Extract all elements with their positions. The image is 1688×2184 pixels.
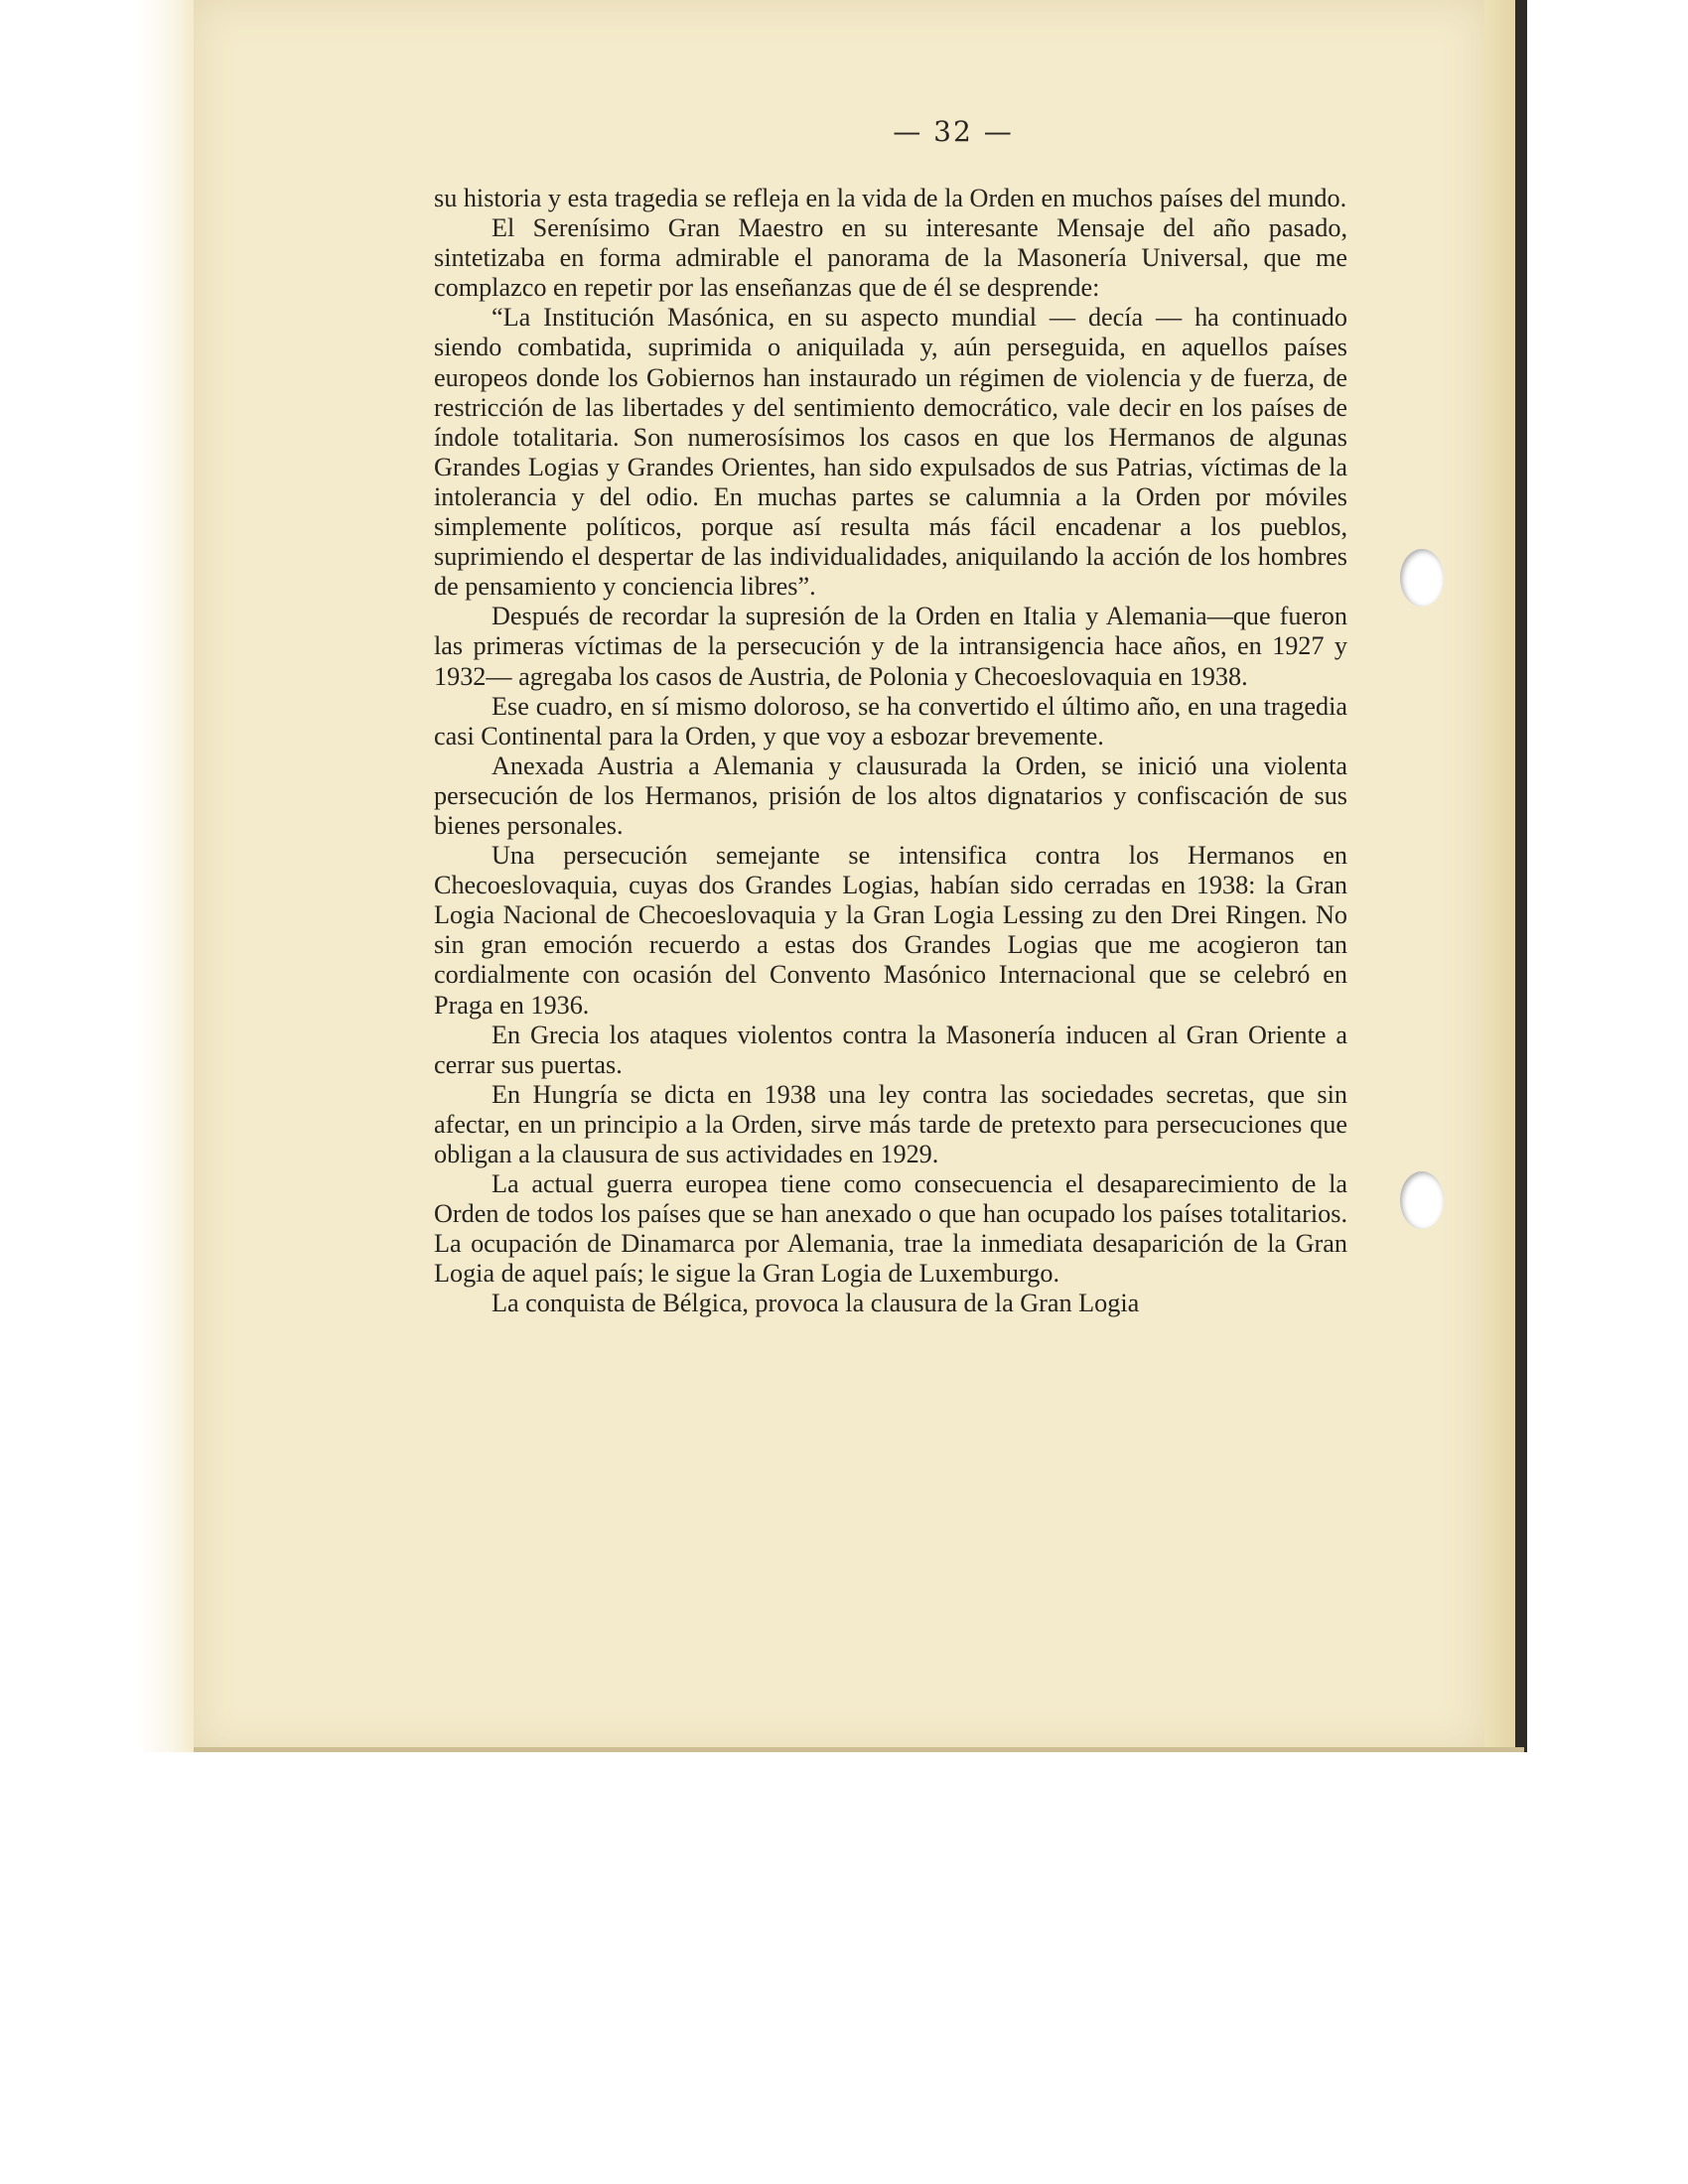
punch-hole [1400, 549, 1444, 607]
scan-left-margin [137, 0, 194, 1752]
paragraph: En Hungría se dicta en 1938 una ley contra las sociedades secretas, que sin afectar, en un principio a la Orden, sirve más tarde de pretexto para persecuciones que obligan a la clausura de sus actividades en 1929. [434, 1079, 1347, 1168]
paragraph: Ese cuadro, en sí mismo doloroso, se ha convertido el último año, en una tragedia casi Continental para la Orden, y que voy a esbozar brevemente. [434, 691, 1347, 751]
punch-hole [1400, 1171, 1444, 1229]
scan-binding-shadow [1515, 0, 1527, 1752]
paragraph: Una persecución semejante se intensifica contra los Hermanos en Checoeslovaquia, cuyas dos Grandes Logias, habían sido cerradas en 1938: la Gran Logia Nacional de Checoeslovaquia y la Gran Logia Lessing zu den Drei Ringen. No sin gran emoción recuerdo a estas dos Grandes Logias que me acogieron tan cordialmente con ocasión del Convento Masónico Internacional que se celebró en Praga en 1936. [434, 841, 1347, 1020]
paragraph: su historia y esta tragedia se refleja en la vida de la Orden en muchos países del mundo. [434, 184, 1347, 212]
page-number: — 32 — [893, 115, 1014, 148]
page-right-edge [1484, 0, 1519, 1752]
paragraph: La conquista de Bélgica, provoca la clausura de la Gran Logia [492, 1289, 1140, 1318]
paragraph: Anexada Austria a Alemania y clausurada la Orden, se inició una violenta persecución de los Hermanos, prisión de los altos dignatarios y confiscación de sus bienes personales. [434, 751, 1347, 840]
page-bottom-edge [194, 1747, 1524, 1752]
body-text [434, 184, 1347, 1319]
paragraph: La actual guerra europea tiene como consecuencia el desaparecimiento de la Orden de todos los países que se han anexado o que han ocupado los países totalitarios. La ocupación de Dinamarca por Alemania, trae la inmediata desaparición de la Gran Logia de aquel país; le sigue la Gran Logia de Luxemburgo. [434, 1169, 1347, 1289]
paragraph: En Grecia los ataques violentos contra la Masonería inducen al Gran Oriente a cerrar sus puertas. [434, 1020, 1347, 1079]
paragraph: El Serenísimo Gran Maestro en su interesante Mensaje del año pasado, sintetizaba en forma admirable el panorama de la Masonería Universal, que me complazco en repetir por las enseñanzas que de él se desprende: [434, 213, 1347, 303]
paragraph: Después de recordar la supresión de la Orden en Italia y Alemania—que fueron las primeras víctimas de la persecución y de la intransigencia hace años, en 1927 y 1932— agregaba los casos de Austria, de Polonia y Checoeslovaquia en 1938. [434, 602, 1347, 691]
quote-paragraph: “La Institución Masónica, en su aspecto mundial — decía — ha continuado siendo combatida, suprimida o aniquilada y, aún perseguida, en aquellos países europeos donde los Gobiernos han instaurado un régimen de violencia y de fuerza, de restricción de las libertades y del sentimiento democrático, vale decir en los países de índole totalitaria. Son numerosísimos los casos en que los Hermanos de algunas Grandes Logias y Grandes Orientes, han sido expulsados de sus Patrias, víctimas de la intolerancia y del odio. En muchas partes se calumnia a la Orden por móviles simplemente políticos, porque así resulta más fácil encadenar a los pueblos, suprimiendo el despertar de las individualidades, aniquilando la acción de los hombres de pensamiento y conciencia libres”. [434, 303, 1347, 602]
